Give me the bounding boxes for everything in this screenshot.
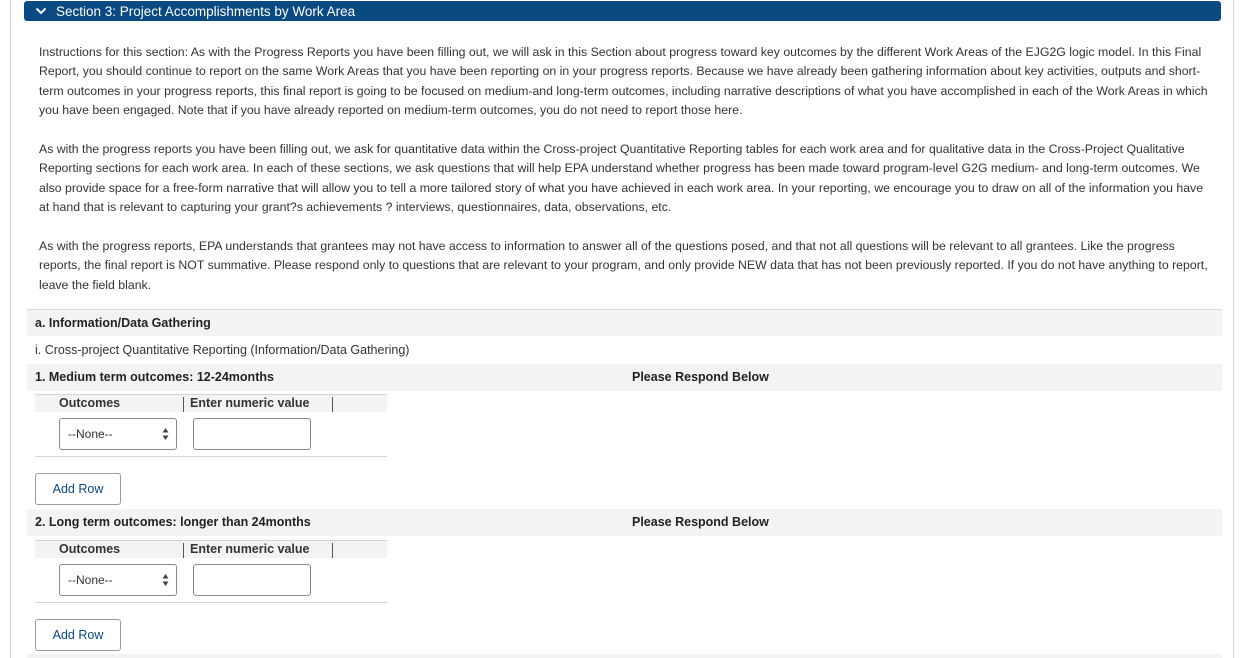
numeric-value-input[interactable] <box>193 564 311 596</box>
column-divider[interactable] <box>332 543 333 558</box>
respond-label: Please Respond Below <box>632 370 769 384</box>
outcomes-select[interactable] <box>59 418 177 450</box>
table-divider <box>35 456 387 457</box>
question-2-header <box>27 509 1222 536</box>
section-instructions <box>39 43 1214 315</box>
select-value: --None-- <box>68 427 113 441</box>
select-value: --None-- <box>68 573 113 587</box>
column-header-outcomes: Outcomes <box>59 396 121 410</box>
quant-reporting-label: i. Cross-project Quantitative Reporting (Information/Data Gathering) <box>35 343 410 357</box>
column-divider[interactable] <box>183 397 184 412</box>
outcomes-table <box>35 394 387 457</box>
section-3-header[interactable] <box>24 1 1221 21</box>
section-title: Section 3: Project Accomplishments by Work Area <box>56 4 356 19</box>
column-header-outcomes: Outcomes <box>59 542 121 556</box>
up-down-arrows-icon <box>162 573 169 587</box>
numeric-value-input[interactable] <box>193 418 311 450</box>
table-divider <box>35 602 387 603</box>
outcomes-table <box>35 540 387 603</box>
table-header-row <box>35 394 387 412</box>
column-divider[interactable] <box>332 397 333 412</box>
outcomes-select[interactable] <box>59 564 177 596</box>
work-area-title: a. Information/Data Gathering <box>35 316 211 330</box>
up-down-arrows-icon <box>162 427 169 441</box>
table-header-row <box>35 540 387 558</box>
work-area-header <box>27 309 1222 336</box>
instructions-paragraph: As with the progress reports you have been filling out, we ask for quantitative data within the Cross-project Quantitative Reporting tables for each work area and for qualitative data in the Cross-Project Qualitative Reporting sections for each work area. In each of these sections, we ask questions that will help EPA understand whether progress has been made toward program-level G2G medium- and long-term outcomes. We also provide space for a free-form narrative that will allow you to tell a more tailored story of what you have achieved in each work area. In your reporting, we encourage you to draw on all of the information you have at hand that is relevant to capturing your grant?s achievements ? interviews, questionnaires, data, observations, etc. <box>39 142 1204 215</box>
column-header-value: Enter numeric value <box>190 396 310 410</box>
add-row-button[interactable]: Add Row <box>35 473 121 505</box>
question-title: 2. Long term outcomes: longer than 24months <box>35 515 311 529</box>
add-row-button[interactable]: Add Row <box>35 619 121 651</box>
question-1-header <box>27 364 1222 391</box>
instructions-paragraph: Instructions for this section: As with the Progress Reports you have been filling out, we will ask in this Section about progress toward key outcomes by the different Work Areas of the EJG2G logic model. In this Final Report, you should continue to report on the same Work Areas that you have been reporting on in your progress reports. Because we have already been gathering information about key activities, outputs and short-term outcomes in your progress reports, this final report is going to be focused on medium-and long-term outcomes, including narrative descriptions of what you have accomplished in each of the Work Areas in which you have been engaged. Note that if you have already reported on medium-term outcomes, you do not need to report those here. <box>39 45 1208 118</box>
column-header-value: Enter numeric value <box>190 542 310 556</box>
respond-label: Please Respond Below <box>632 515 769 529</box>
question-title: 1. Medium term outcomes: 12-24months <box>35 370 274 384</box>
column-divider[interactable] <box>183 543 184 558</box>
instructions-paragraph: As with the progress reports, EPA understands that grantees may not have access to information to answer all of the questions posed, and that not all questions will be relevant to all grantees. Like the progress reports, the final report is NOT summative. Please respond only to questions that are relevant to your program, and only provide NEW data that has not been previously reported. If you do not have anything to report, leave the field blank. <box>39 239 1208 292</box>
chevron-down-icon[interactable] <box>35 5 47 17</box>
next-section-strip <box>27 654 1222 658</box>
